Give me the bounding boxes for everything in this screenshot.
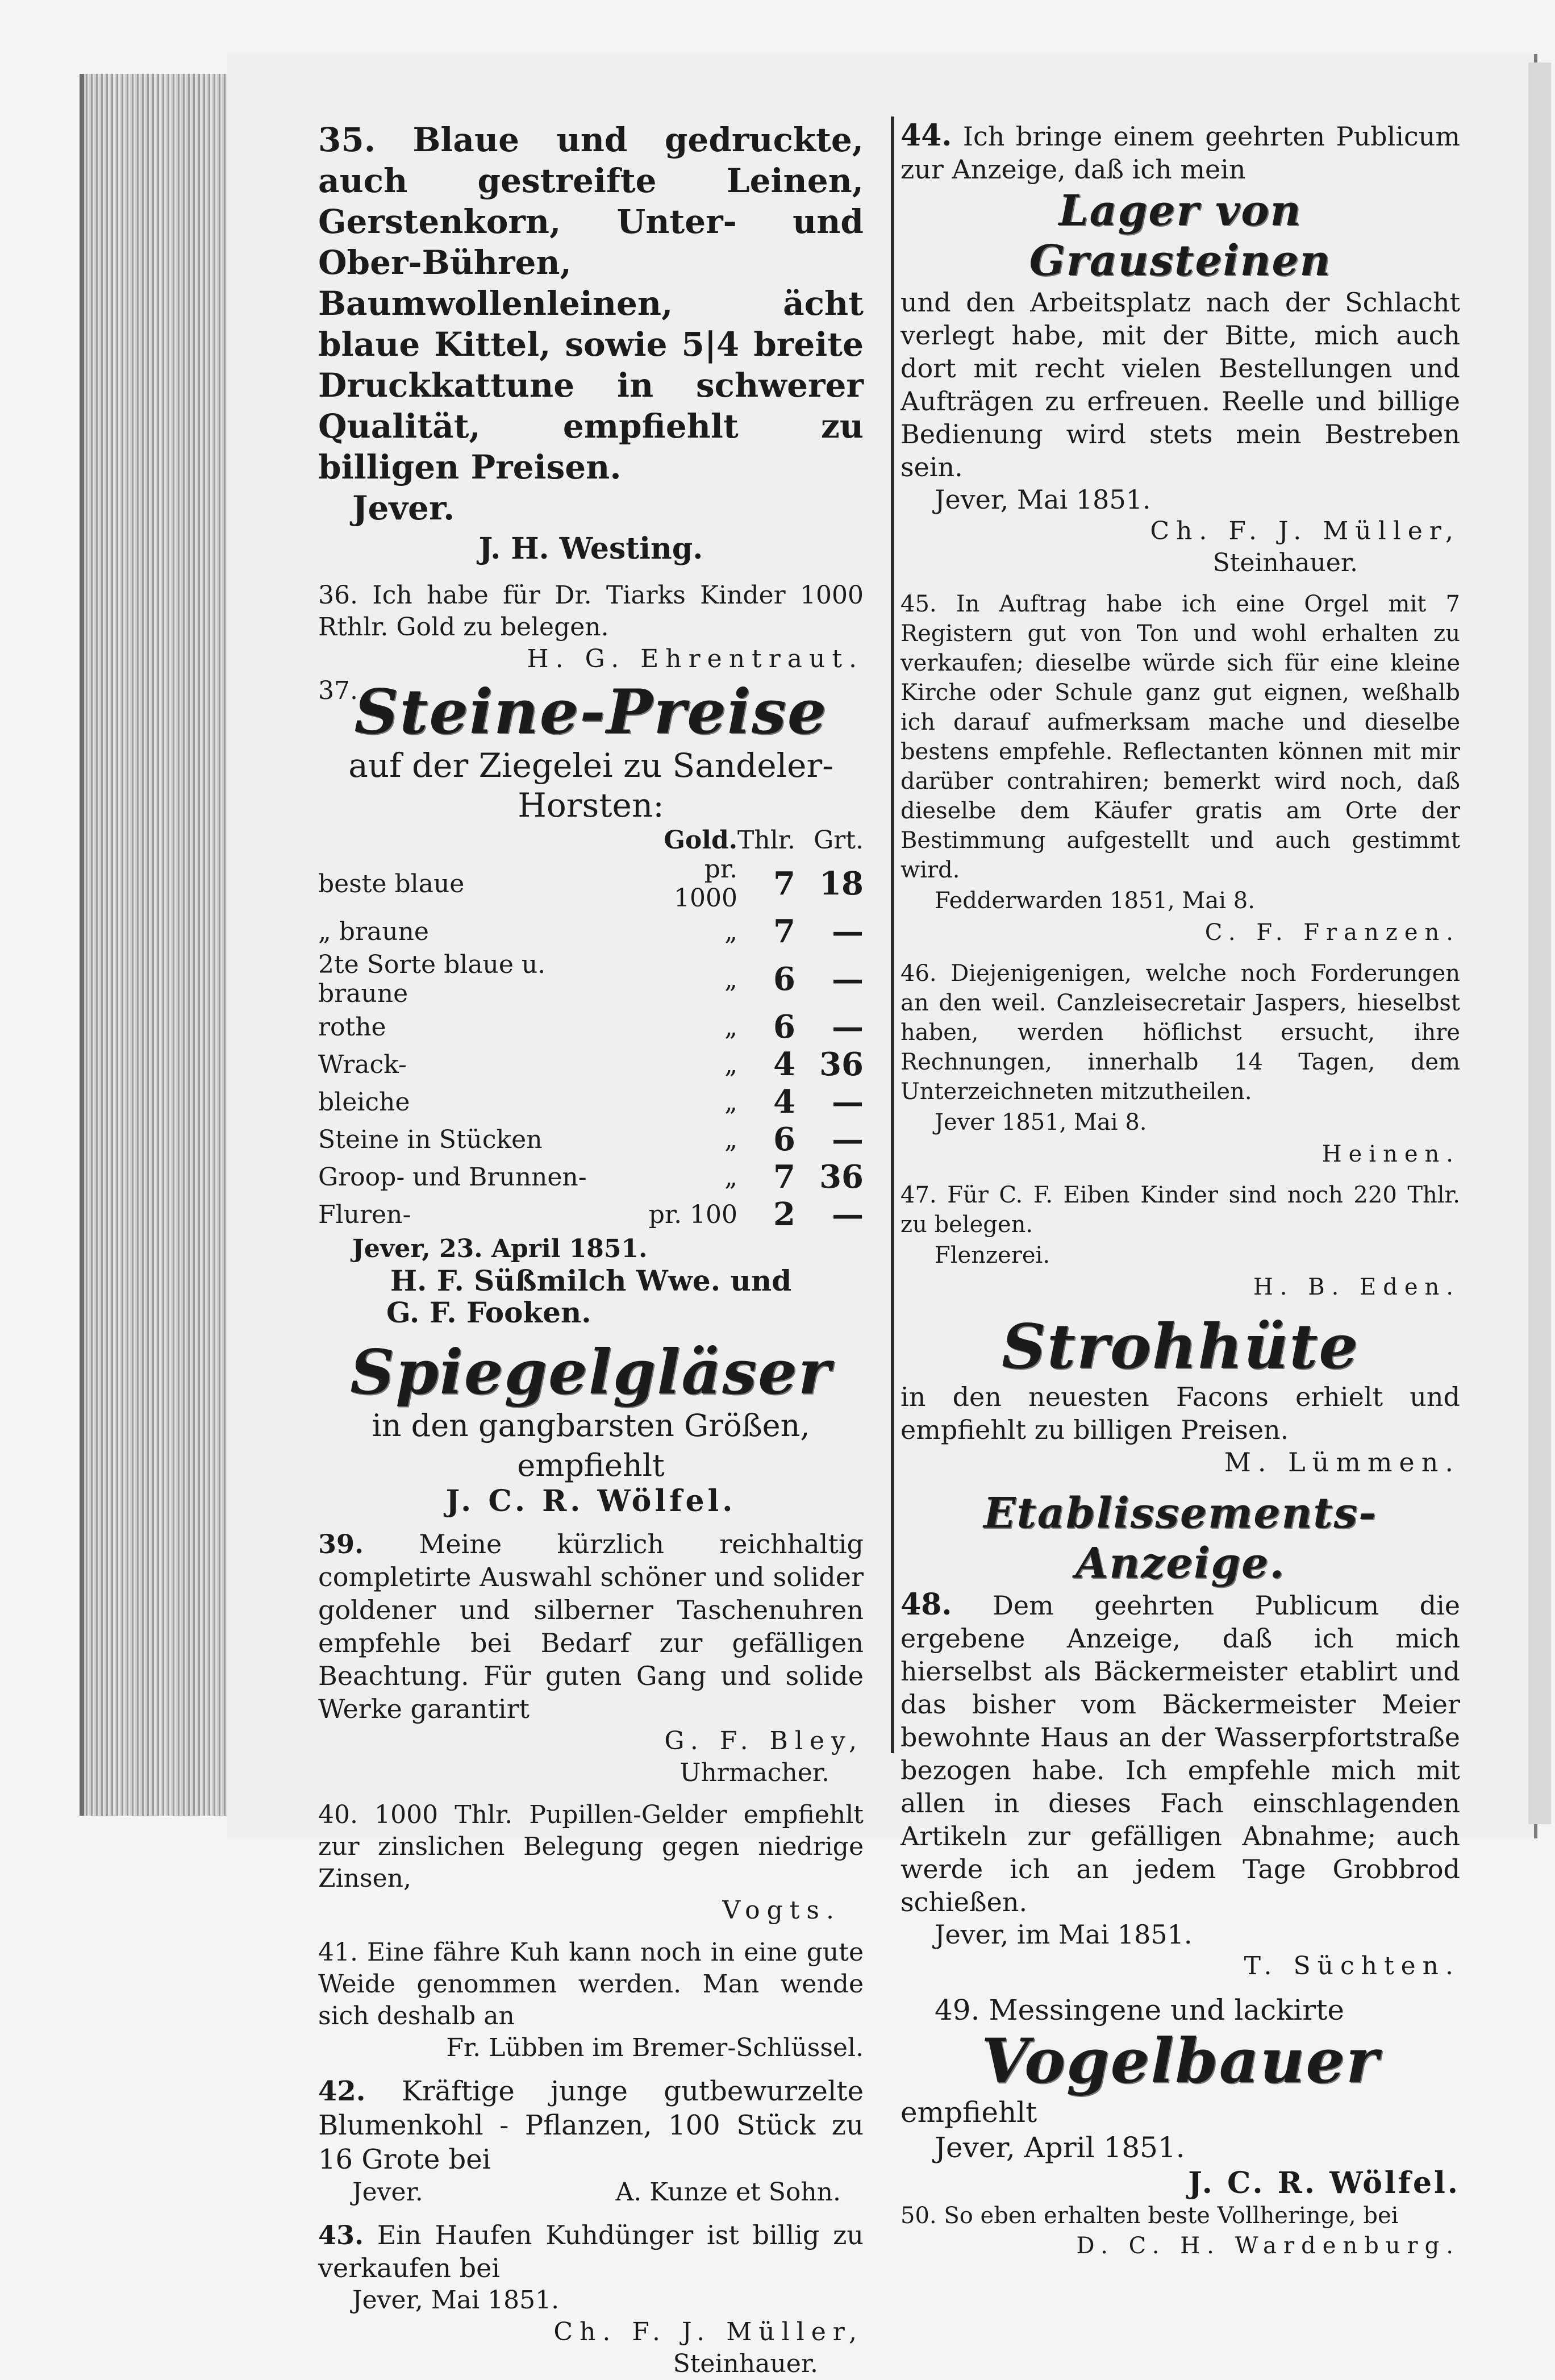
ad-signature: M. Lümmen. [1224,1447,1460,1478]
ad-text-2: und den Arbeitsplatz nach der Schlacht verlegt habe, mit der Bitte, mich auch dort mit recht vielen Bestellungen und Aufträgen zu erfreuen. Reelle und billige Bedienung wird stets mein Bestreben sein. [901,287,1460,482]
ad-text: Diejenigenigen, welche noch Forderungen an den weil. Canzleisecretair Jaspers, hieselbst haben, werden höflichst ersucht, ihre Rechnungen, innerhalb 14 Tagen, dem Unterzeichneten mitzutheilen. [901,960,1461,1105]
ad-38 [318,1339,864,1517]
right-column [901,119,1460,2262]
row-thlr: 6 [773,1008,795,1046]
row-grt: — [832,1121,864,1158]
row-grt: — [832,913,864,950]
ad-43 [318,2219,864,2380]
ad-number: 44. [901,118,952,153]
price-row [318,855,864,913]
ad-signature: H. G. Ehrentraut. [527,644,864,673]
ad-date: Jever, April 1851. [935,2131,1185,2164]
ad-text: Ich habe für Dr. Tiarks Kinder 1000 Rthlr. Gold zu belegen. [318,581,864,642]
header-grt: Grt. [814,825,864,855]
ad-text: Dem geehrten Publicum die ergebene Anzeige, daß ich mich hierselbst als Bäckermeister etablirt und das bisher vom Bäckermeister Meier bewohnte Haus an der Wasserpfortstraße bezogen habe. Ich empfehle mich mit allen in dieses Fach einschlagenden Artikeln zur gefälligen Abnahme; auch werde ich an jedem Tage Grobbrod schießen. [901,1590,1461,1917]
row-thlr: 4 [773,1046,795,1083]
ad-36 [318,580,864,675]
header-thlr: Thlr. [737,825,795,855]
ad-signature: G. F. Bley, [664,1726,864,1755]
ad-role: Uhrmacher. [679,1758,829,1787]
ad-39 [318,1528,864,1789]
price-row [318,1046,864,1083]
ad-number: 48. [901,1587,952,1622]
row-thlr: 7 [773,1158,795,1196]
ad-date: Jever 1851, Mai 8. [935,1109,1147,1135]
row-unit: „ [724,917,738,946]
row-grt: — [832,1083,864,1121]
ad-number: 35. [318,120,376,159]
row-unit: „ [724,1012,738,1042]
row-name: Steine in Stücken [318,1125,543,1154]
row-name: „ braune [318,917,429,946]
price-table-header [318,825,864,855]
ad-46 [901,959,1460,1170]
ad-date: Jever, Mai 1851. [935,484,1151,515]
price-row [318,1083,864,1121]
ad-44 [901,119,1460,579]
ad-signature: Vogts. [722,1896,841,1925]
headline-vogelbauer: Vogelbauer [981,2025,1379,2097]
ad-signature: H. F. Süßmilch Wwe. und [390,1264,792,1297]
ad-signature: D. C. H. Wardenburg. [1076,2233,1460,2259]
price-row [318,1196,864,1233]
headline-grausteine: Lager von Grausteinen [1029,186,1332,285]
row-name: rothe [318,1012,386,1042]
header-gold: Gold. [664,825,738,855]
ad-signature: J. C. R. Wölfel. [1188,2166,1460,2200]
ad-47 [901,1180,1460,1303]
row-name: Wrack- [318,1050,407,1079]
ad-strohhuete [901,1313,1460,1478]
headline-steine-preise: Steine-Preise [354,676,828,748]
ad-number: 46. [901,960,937,987]
ad-49 [901,1992,1460,2202]
ad-text: Meine kürzlich reichhaltig completirte Auswahl schöner und solider goldener und silberner Taschenuhren empfehle bei Bedarf zur gefälligen Beachtung. Für guten Gang und solide Werke garantirt [318,1529,864,1724]
ad-place: Jever. [352,2178,423,2207]
ad-text: Ein Haufen Kuhdünger ist billig zu verkaufen bei [318,2220,864,2283]
row-thlr: 4 [773,1083,795,1121]
ad-42 [318,2074,864,2208]
price-table [318,825,864,1233]
ad-text: In Auftrag habe ich eine Orgel mit 7 Registern gut von Ton und wohl erhalten zu verkaufen; dieselbe würde sich für eine kleine Kirche oder Schule ganz gut eignen, weßhalb ich darauf aufmerksam mache und dieselbe bestens empfehle. Reflectanten können mit mir darüber contrahiren; bemerkt wird noch, daß dieselbe dem Käufer gratis am Orte der Bestimmung aufgestellt und auch gestimmt wird. [901,591,1460,883]
ad-35 [318,119,864,569]
ad-number: 40. [318,1800,358,1829]
price-row [318,1158,864,1196]
ad-number: 49. [935,1994,980,2027]
headline-strohhuete: Strohhüte [1002,1311,1359,1383]
ad-text: Ich bringe einem geehrten Publicum zur Anzeige, daß ich mein [901,121,1460,185]
ad-text: Für C. F. Eiben Kinder sind noch 220 Thlr. zu belegen. [901,1182,1460,1238]
row-thlr: 6 [773,1121,795,1158]
row-name: 2te Sorte blaue u. braune [318,950,546,1008]
ad-number: 47. [901,1182,937,1208]
ad-signature: Ch. F. J. Müller, [553,2317,864,2346]
ad-45 [901,589,1460,948]
ad-48 [901,1488,1460,1982]
ad-text: Blaue und gedruckte, auch gestreifte Leinen, Gerstenkorn, Unter- und Ober-Bühren, Baumwollenleinen, ächt blaue Kittel, sowie 5|4 breite Druckkattune in schwerer Qualität, empfiehlt zu billigen Preisen. [318,120,864,486]
ad-signature: J. C. R. Wölfel. [445,1484,736,1518]
ad-signature: Ch. F. J. Müller, [1150,517,1460,546]
headline-spiegelglaeser: Spiegelgläser [350,1337,832,1408]
price-row [318,950,864,1008]
ad-date: Jever, Mai 1851. [352,2286,560,2315]
ad-number: 45. [901,591,937,617]
row-unit: „ [724,1162,738,1192]
ad-date: Jever, 23. April 1851. [352,1234,648,1263]
ad-37 [318,675,864,1329]
row-thlr: 7 [773,913,795,950]
ad-text: in den neuesten Facons erhielt und empfiehlt zu billigen Preisen. [901,1382,1460,1445]
price-row [318,1121,864,1158]
price-row [318,913,864,950]
row-unit: „ [724,1087,738,1117]
ad-text: in den gangbarsten Größen, empfiehlt [372,1408,810,1483]
price-row [318,1008,864,1046]
ad-signature-2: G. F. Fooken. [386,1296,591,1329]
row-grt: — [832,1008,864,1046]
ad-text-2: empfiehlt [901,2096,1037,2129]
row-thlr: 6 [773,960,795,998]
ad-50 [901,2202,1460,2262]
row-unit: pr. 100 [648,1200,738,1229]
ad-text: Kräftige junge gutbewurzelte Blumenkohl - Pflanzen, 100 Stück zu 16 Grote bei [318,2075,864,2175]
ad-text: 1000 Thlr. Pupillen-Gelder empfiehlt zur zinslichen Belegung gegen niedrige Zinsen, [318,1800,864,1893]
left-column [318,119,864,2380]
row-unit: „ [724,1050,738,1079]
row-unit: pr. 1000 [674,855,738,913]
ad-role: Steinhauer. [673,2349,818,2378]
ad-number: 50. [901,2203,937,2229]
ad-40 [318,1799,864,1927]
row-name: bleiche [318,1087,410,1117]
ad-date: Fedderwarden 1851, Mai 8. [935,888,1255,914]
ad-signature: J. H. Westing. [478,531,703,566]
ad-text: Messingene und lackirte [989,1994,1344,2027]
row-grt: — [832,1196,864,1233]
ad-number: 39. [318,1529,364,1559]
ad-text: Eine fähre Kuh kann noch in eine gute Weide genommen werden. Man wende sich deshalb an [318,1938,864,2031]
ad-signature: A. Kunze et Sohn. [615,2178,841,2207]
ad-place: Jever. [352,489,455,527]
column-divider [891,116,894,1753]
headline-etablissements-anzeige: Etablissements-Anzeige. [983,1489,1377,1588]
ad-signature: T. Süchten. [1244,1952,1460,1980]
row-name: Fluren- [318,1200,411,1229]
ad-date: Jever, im Mai 1851. [935,1919,1193,1950]
ad-signature: Fr. Lübben im Bremer-Schlüssel. [446,2033,864,2062]
row-grt: — [832,960,864,998]
ad-number: 42. [318,2075,366,2107]
ad-number: 36. [318,581,358,610]
ad-role: Steinhauer. [1212,548,1358,577]
row-name: beste blaue [318,869,465,898]
next-page-edge [1528,63,1551,1824]
ad-number: 43. [318,2220,364,2250]
book-page-edges [80,74,232,1816]
ad-signature: C. F. Franzen. [1204,919,1460,946]
ad-place: Flenzerei. [935,1242,1050,1268]
row-thlr: 2 [773,1196,795,1233]
ad-41 [318,1937,864,2064]
ad-number: 41. [318,1938,358,1967]
row-unit: „ [724,964,738,994]
row-grt: 18 [819,865,864,902]
ad-signature: H. B. Eden. [1253,1274,1460,1300]
row-grt: 36 [819,1046,864,1083]
ad-number: 37. [318,676,358,705]
ad-subheading: auf der Ziegelei zu Sandeler-Horsten: [348,746,833,825]
ad-signature: Heinen. [1321,1141,1460,1167]
row-grt: 36 [819,1158,864,1196]
row-thlr: 7 [773,865,795,902]
row-name: Groop- und Brunnen- [318,1162,587,1192]
ad-text: So eben erhalten beste Vollheringe, bei [944,2203,1399,2229]
row-unit: „ [724,1125,738,1154]
